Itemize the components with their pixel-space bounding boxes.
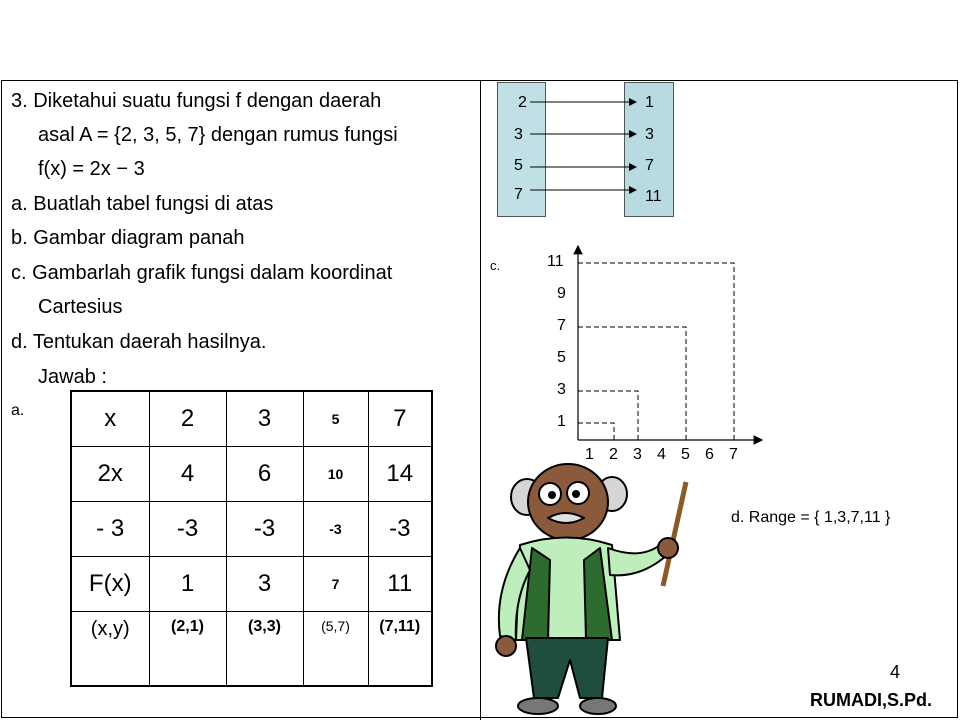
y-tick-label: 1 xyxy=(557,413,566,430)
x-tick-label: 4 xyxy=(657,446,666,463)
codomain-value: 11 xyxy=(645,188,662,205)
table-cell: 1 xyxy=(149,556,226,611)
domain-value: 5 xyxy=(514,157,523,174)
table-cell: -3 xyxy=(368,501,432,556)
point-guide xyxy=(578,423,614,440)
question-c: c. Gambarlah grafik fungsi dalam koordinat xyxy=(11,262,393,284)
point-guide xyxy=(578,391,638,440)
x-tick-label: 7 xyxy=(729,446,738,463)
table-cell: F(x) xyxy=(71,556,149,611)
y-tick-label: 9 xyxy=(557,285,566,302)
y-tick-label: 7 xyxy=(557,317,566,334)
table-cell: -3 xyxy=(149,501,226,556)
point-guide xyxy=(578,263,734,440)
question-a: a. Buatlah tabel fungsi di atas xyxy=(11,193,274,215)
table-cell: (3,3) xyxy=(226,611,303,686)
table-cell: 10 xyxy=(303,446,368,501)
table-cell: (2,1) xyxy=(149,611,226,686)
x-tick-label: 1 xyxy=(585,446,594,463)
question-formula: f(x) = 2x − 3 xyxy=(38,158,145,180)
table-cell: (x,y) xyxy=(71,611,149,686)
codomain-value: 3 xyxy=(645,126,654,143)
x-tick-label: 6 xyxy=(705,446,714,463)
table-cell: 14 xyxy=(368,446,432,501)
y-tick-label: 3 xyxy=(557,381,566,398)
table-cell: 3 xyxy=(226,391,303,446)
answer-a-label: a. xyxy=(11,402,25,419)
professor-illustration xyxy=(496,464,686,714)
table-cell: 6 xyxy=(226,446,303,501)
codomain-value: 1 xyxy=(645,94,654,111)
question-b: b. Gambar diagram panah xyxy=(11,227,245,249)
chart-part-label: c. xyxy=(490,258,501,273)
domain-value: 2 xyxy=(518,94,527,111)
domain-value: 7 xyxy=(514,186,523,203)
question-line-1: 3. Diketahui suatu fungsi f dengan daerah xyxy=(11,90,382,112)
table-cell: - 3 xyxy=(71,501,149,556)
table-cell: -3 xyxy=(226,501,303,556)
y-tick-label: 5 xyxy=(557,349,566,366)
y-tick-label: 11 xyxy=(547,253,564,270)
table-cell: 2 xyxy=(149,391,226,446)
table-cell: -3 xyxy=(303,501,368,556)
range-answer: d. Range = { 1,3,7,11 } xyxy=(731,509,891,526)
table-cell: x xyxy=(71,391,149,446)
table-cell: 5 xyxy=(303,391,368,446)
x-tick-label: 3 xyxy=(633,446,642,463)
page-number: 4 xyxy=(890,662,901,682)
table-cell: 7 xyxy=(368,391,432,446)
table-cell: (7,11) xyxy=(368,611,432,686)
x-tick-label: 5 xyxy=(681,446,690,463)
table-cell: 4 xyxy=(149,446,226,501)
table-cell: (5,7) xyxy=(303,611,368,686)
table-cell: 2x xyxy=(71,446,149,501)
question-line-2: asal A = {2, 3, 5, 7} dengan rumus fungsi xyxy=(38,124,398,146)
table-cell: 7 xyxy=(303,556,368,611)
x-tick-label: 2 xyxy=(609,446,618,463)
answer-heading: Jawab : xyxy=(38,366,107,388)
table-cell: 11 xyxy=(368,556,432,611)
chart-marks xyxy=(578,263,734,440)
question-d: d. Tentukan daerah hasilnya. xyxy=(11,331,267,353)
author-name: RUMADI,S.Pd. xyxy=(810,690,933,710)
table-cell: 3 xyxy=(226,556,303,611)
question-c-cont: Cartesius xyxy=(38,296,123,318)
codomain-value: 7 xyxy=(645,157,654,174)
domain-value: 3 xyxy=(514,126,523,143)
